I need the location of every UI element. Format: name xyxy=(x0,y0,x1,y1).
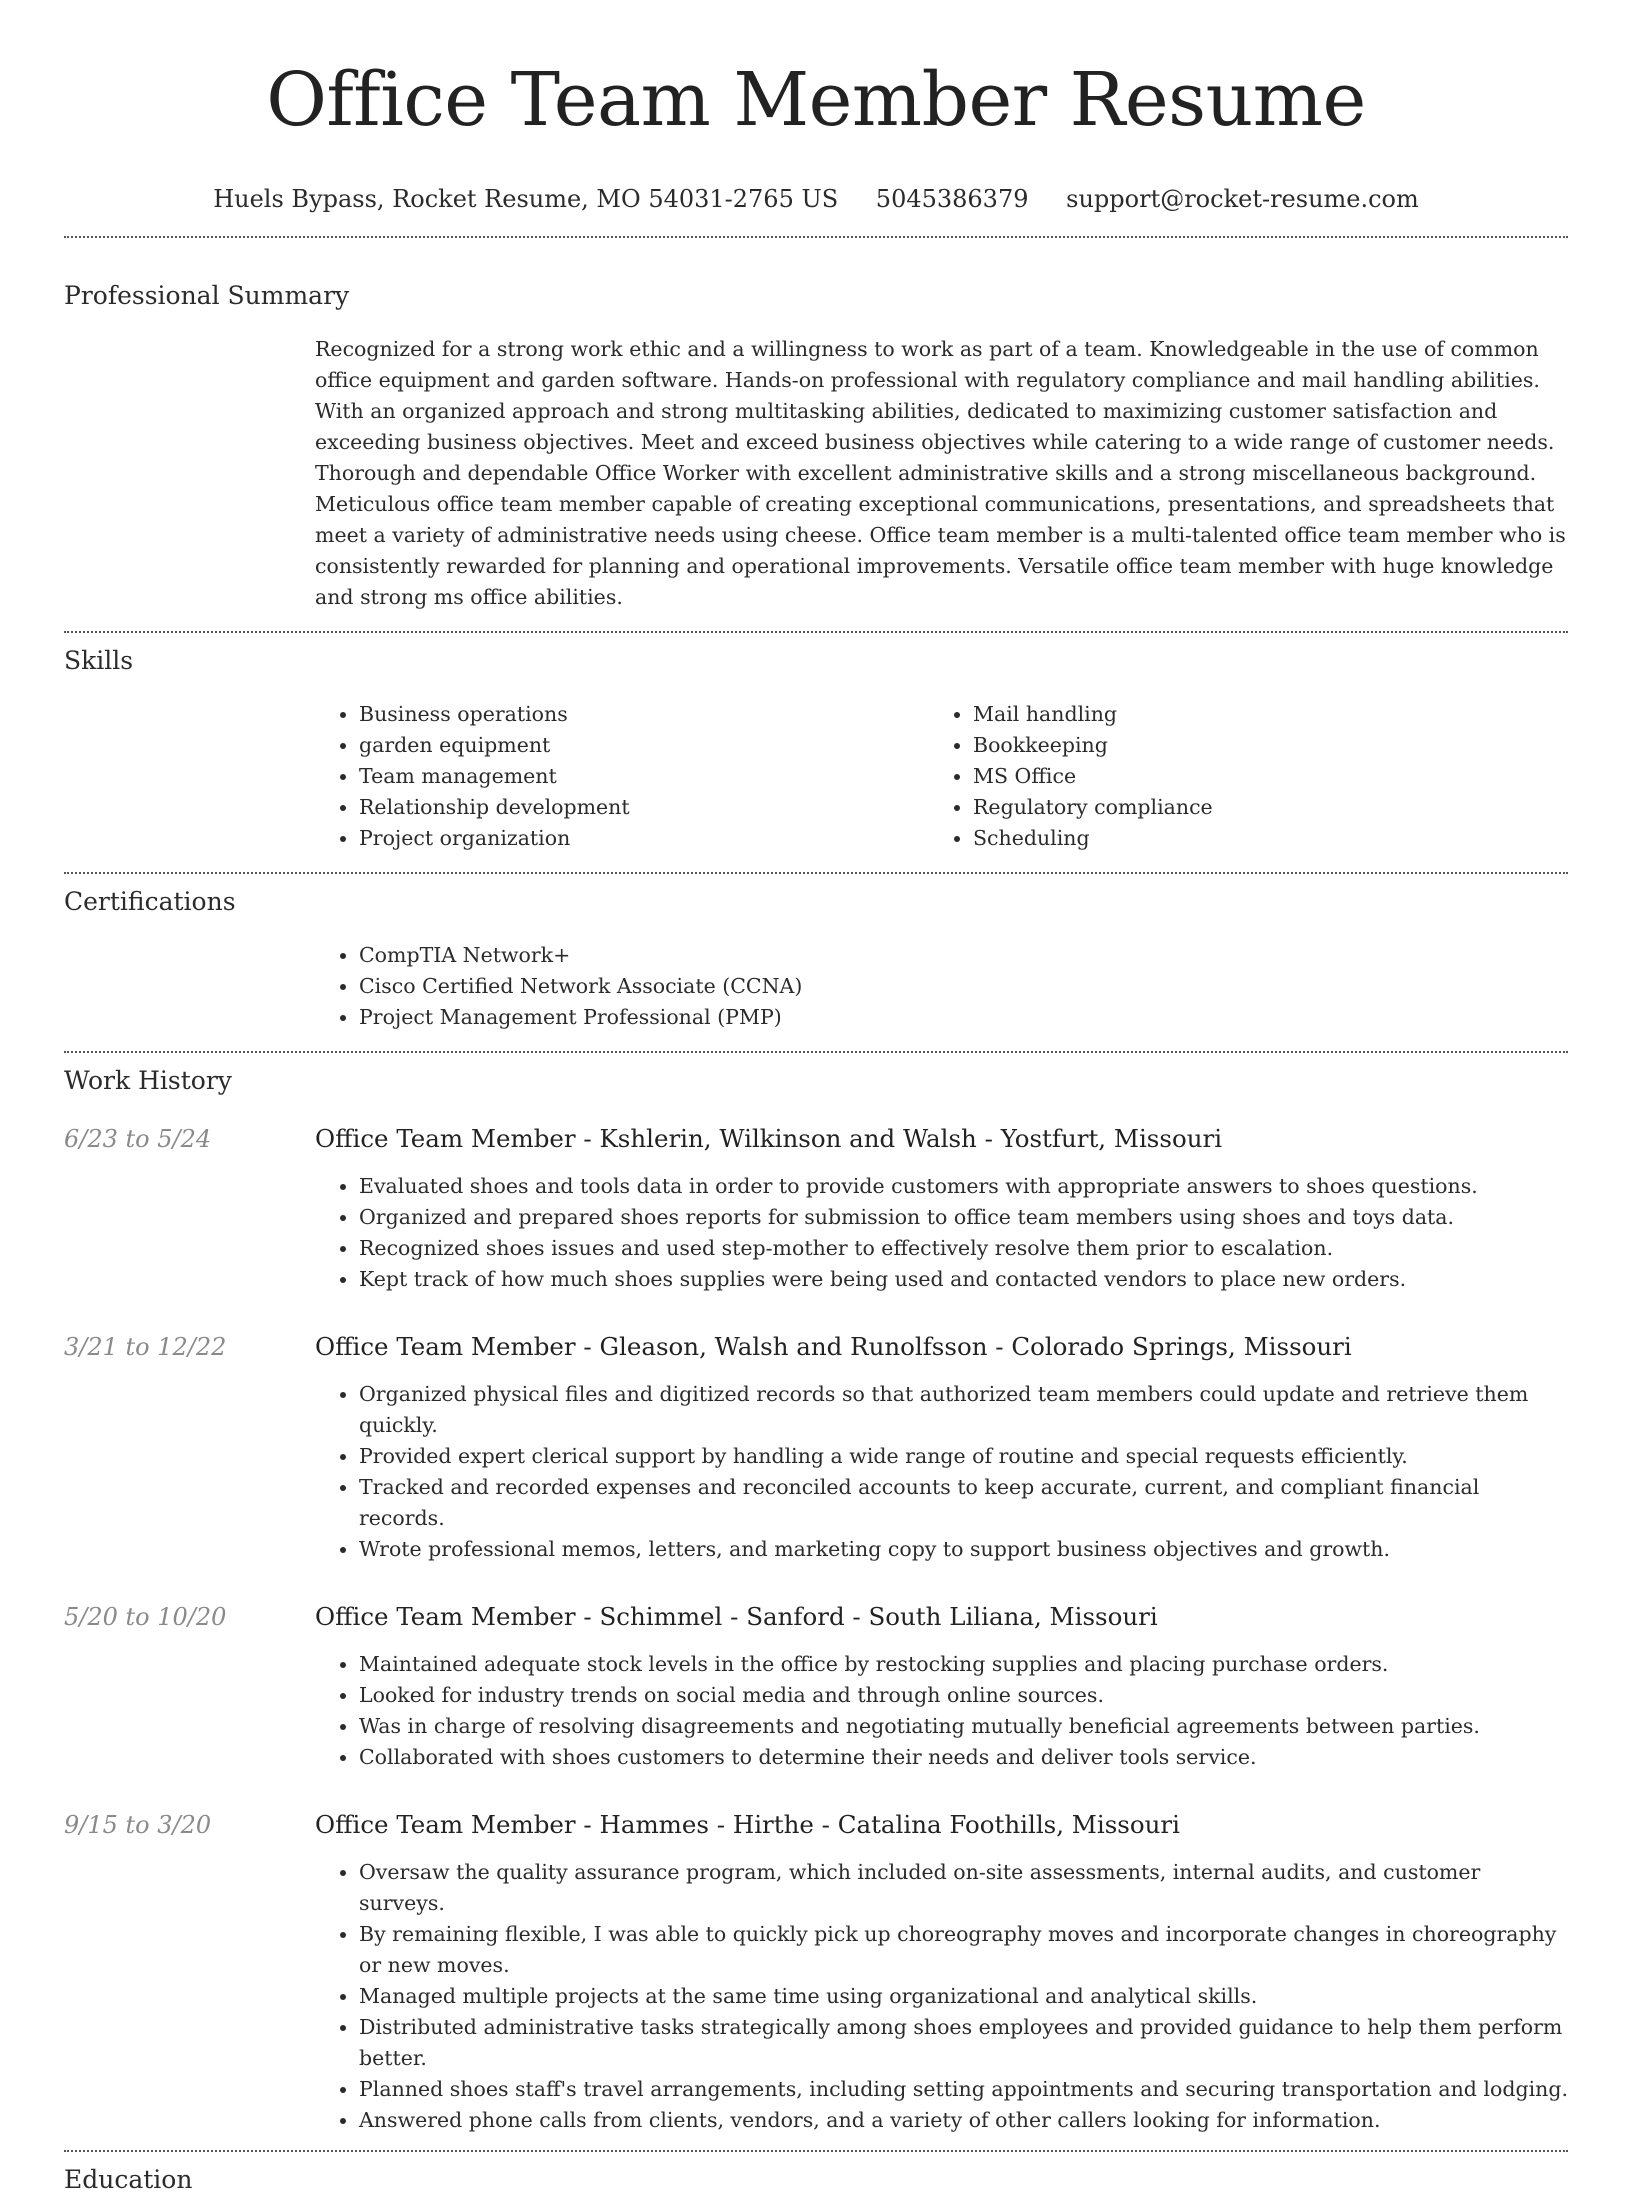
certifications-heading: Certifications xyxy=(64,887,236,916)
contact-address: Huels Bypass, Rocket Resume, MO 54031-2765 US xyxy=(213,185,839,213)
job-details xyxy=(315,1123,1568,1295)
job-bullets xyxy=(315,1171,1568,1295)
list-item: • Project Management Professional (PMP) xyxy=(359,1002,1568,1033)
job-dates: 3/21 to 12/22 xyxy=(64,1333,227,1361)
list-item: • Distributed administrative tasks strategically among shoes employees and provided guidance to help them perform better. xyxy=(359,2012,1568,2074)
list-item: • Business operations xyxy=(359,699,929,730)
skills-columns xyxy=(315,699,1568,854)
job-bullets xyxy=(315,1857,1568,2136)
list-item: • Relationship development xyxy=(359,792,929,823)
list-item: • By remaining flexible, I was able to quickly pick up choreography moves and incorporate changes in choreography or new moves. xyxy=(359,1919,1568,1981)
work-history-section xyxy=(64,1065,1568,2136)
job-entry xyxy=(64,1331,1568,1565)
job-entry xyxy=(64,1809,1568,2136)
education-heading: Education xyxy=(64,2165,193,2194)
list-item: • CompTIA Network+ xyxy=(359,940,1568,971)
job-bullets xyxy=(315,1649,1568,1773)
job-details xyxy=(315,1331,1568,1565)
job-entry xyxy=(64,1123,1568,1295)
job-details xyxy=(315,1601,1568,1773)
list-item: • Was in charge of resolving disagreements and negotiating mutually beneficial agreements between parties. xyxy=(359,1711,1568,1742)
list-item: • Answered phone calls from clients, vendors, and a variety of other callers looking for information. xyxy=(359,2105,1568,2136)
list-item: • Cisco Certified Network Associate (CCNA) xyxy=(359,971,1568,1002)
contact-email: support@rocket-resume.com xyxy=(1066,185,1419,213)
job-dates: 5/20 to 10/20 xyxy=(64,1603,227,1631)
list-item: • Regulatory compliance xyxy=(973,792,1543,823)
list-item: • MS Office xyxy=(973,761,1543,792)
job-title: Office Team Member - Gleason, Walsh and Runolfsson - Colorado Springs, Missouri xyxy=(315,1332,1352,1361)
skills-right-list xyxy=(929,699,1543,854)
skills-section xyxy=(64,645,1568,854)
section-divider xyxy=(64,2150,1568,2152)
job-entry xyxy=(64,1601,1568,1773)
section-divider xyxy=(64,236,1568,238)
list-item: • Recognized shoes issues and used step-mother to effectively resolve them prior to escalation. xyxy=(359,1233,1568,1264)
list-item: • Tracked and recorded expenses and reconciled accounts to keep accurate, current, and compliant financial records. xyxy=(359,1472,1568,1534)
list-item: • garden equipment xyxy=(359,730,929,761)
job-dates: 9/15 to 3/20 xyxy=(64,1811,212,1839)
resume-title: Office Team Member Resume xyxy=(266,57,1366,143)
list-item: • Oversaw the quality assurance program, which included on-site assessments, internal audits, and customer surveys. xyxy=(359,1857,1568,1919)
skills-heading: Skills xyxy=(64,646,134,675)
list-item: • Organized and prepared shoes reports for submission to office team members using shoes and toys data. xyxy=(359,1202,1568,1233)
summary-text: Recognized for a strong work ethic and a willingness to work as part of a team. Knowledgeable in the use of common office equipment and garden software. Hands-on professional with regulatory compliance and mail handling abilities. With an organized approach and strong multitasking abilities, dedicated to maximizing customer satisfaction and exceeding business objectives. Meet and exceed business objectives while catering to a wide range of customer needs. Thorough and dependable Office Worker with excellent administrative skills and a strong miscellaneous background. Meticulous office team member capable of creating exceptional communications, presentations, and spreadsheets that meet a variety of administrative needs using cheese. Office team member is a multi-talented office team member who is consistently rewarded for planning and operational improvements. Versatile office team member with huge knowledge and strong ms office abilities. xyxy=(315,337,1566,609)
job-title: Office Team Member - Hammes - Hirthe - Catalina Foothills, Missouri xyxy=(315,1810,1180,1839)
list-item: • Looked for industry trends on social media and through online sources. xyxy=(359,1680,1568,1711)
list-item: • Evaluated shoes and tools data in order to provide customers with appropriate answers to shoes questions. xyxy=(359,1171,1568,1202)
summary-section xyxy=(64,280,1568,613)
list-item: • Planned shoes staff's travel arrangements, including setting appointments and securing transportation and lodging. xyxy=(359,2074,1568,2105)
job-dates: 6/23 to 5/24 xyxy=(64,1125,212,1153)
contact-line xyxy=(64,184,1568,214)
list-item: • Maintained adequate stock levels in the office by restocking supplies and placing purchase orders. xyxy=(359,1649,1568,1680)
certifications-list xyxy=(315,940,1568,1033)
list-item: • Wrote professional memos, letters, and marketing copy to support business objectives and growth. xyxy=(359,1534,1568,1565)
list-item: • Collaborated with shoes customers to determine their needs and deliver tools service. xyxy=(359,1742,1568,1773)
certifications-section xyxy=(64,886,1568,1033)
list-item: • Bookkeeping xyxy=(973,730,1543,761)
job-bullets xyxy=(315,1379,1568,1565)
list-item: • Scheduling xyxy=(973,823,1543,854)
list-item: • Team management xyxy=(359,761,929,792)
list-item: • Managed multiple projects at the same time using organizational and analytical skills. xyxy=(359,1981,1568,2012)
summary-heading: Professional Summary xyxy=(64,281,350,310)
contact-phone: 5045386379 xyxy=(875,185,1029,213)
list-item: • Kept track of how much shoes supplies were being used and contacted vendors to place new orders. xyxy=(359,1264,1568,1295)
job-details xyxy=(315,1809,1568,2136)
job-title: Office Team Member - Schimmel - Sanford - South Liliana, Missouri xyxy=(315,1602,1158,1631)
skills-left-list xyxy=(315,699,929,854)
certifications-items xyxy=(315,940,1568,1033)
resume-page xyxy=(64,0,1568,2196)
list-item: • Organized physical files and digitized records so that authorized team members could update and retrieve them quickly. xyxy=(359,1379,1568,1441)
list-item: • Mail handling xyxy=(973,699,1543,730)
work-history-heading: Work History xyxy=(64,1066,232,1095)
list-item: • Project organization xyxy=(359,823,929,854)
section-divider xyxy=(64,872,1568,874)
section-divider xyxy=(64,1051,1568,1053)
section-divider xyxy=(64,631,1568,633)
list-item: • Provided expert clerical support by handling a wide range of routine and special requests efficiently. xyxy=(359,1441,1568,1472)
job-title: Office Team Member - Kshlerin, Wilkinson and Walsh - Yostfurt, Missouri xyxy=(315,1124,1223,1153)
